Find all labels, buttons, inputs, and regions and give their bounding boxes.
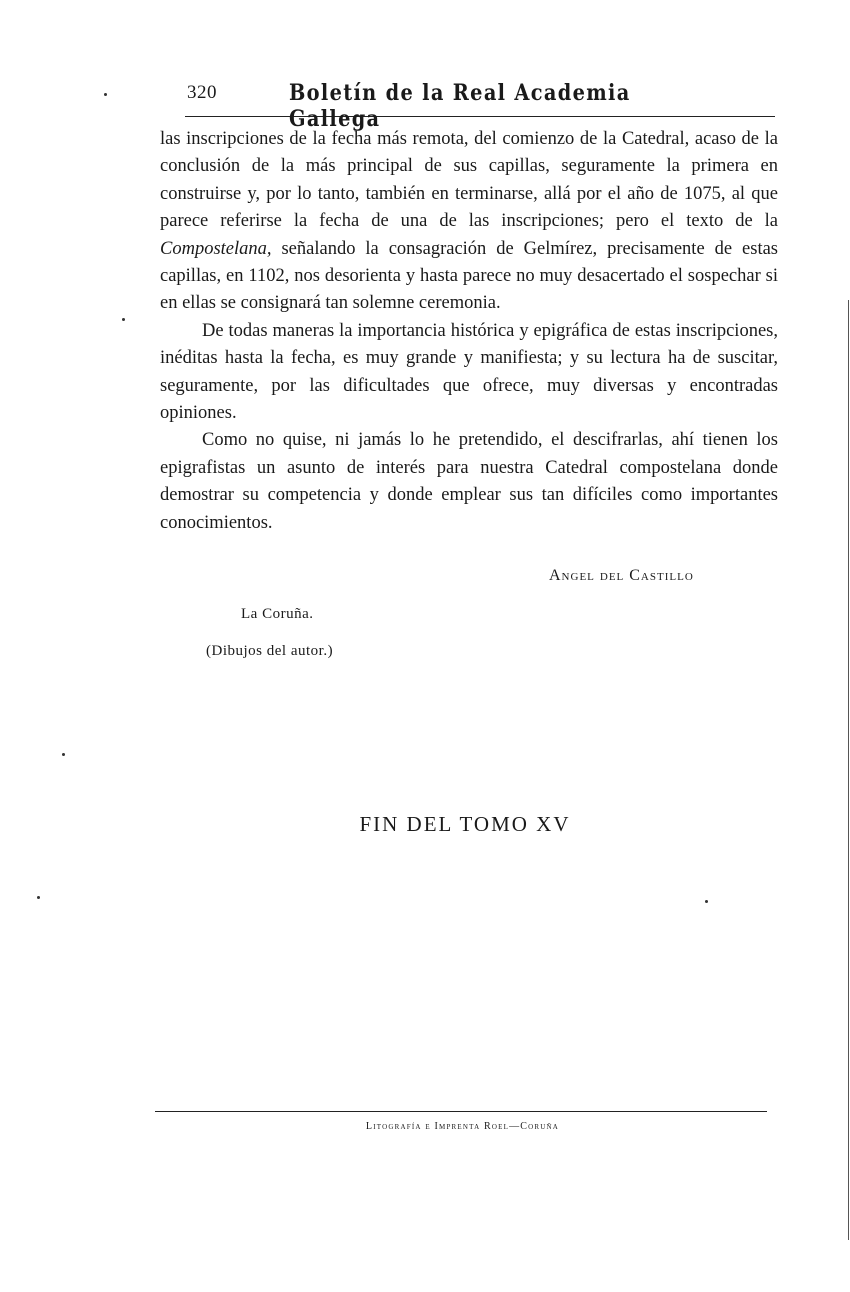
author-signature: Angel del Castillo <box>549 567 694 584</box>
margin-speck <box>62 753 65 756</box>
margin-speck <box>104 93 107 96</box>
footer-rule <box>155 1111 767 1112</box>
volume-end-heading: FIN DEL TOMO XV <box>359 812 571 836</box>
paragraph-2: De todas maneras la importancia histórica y epigráfica de estas inscripciones, inéditas hasta la fecha, es muy grande y manifiesta; y su lectura ha de suscitar, seguramente, por las dificultades que ofrece, muy diversas y encontradas opiniones. <box>160 320 778 424</box>
paragraph-3: Como no quise, ni jamás lo he pretendido, el descifrarlas, ahí tienen los epigrafistas un asunto de interés para nuestra Catedral compostelana donde demostrar su competencia y donde emplear sus tan difíciles como importantes conocimientos. <box>160 430 778 533</box>
margin-speck <box>37 896 40 899</box>
paragraph-1 <box>160 126 778 318</box>
running-header <box>185 76 775 132</box>
drawings-note: (Dibujos del autor.) <box>206 643 334 659</box>
paragraph-1-text-before: las inscripciones de la fecha más remota, del comienzo de la Catedral, acaso de la conclusión de la más principal de sus capillas, seguramente la primera en construirse y, por lo tanto, también en terminarse, allá por el año de 1075, al que parece referirse la fecha de una de las inscripciones; pero el texto de la <box>160 129 778 232</box>
margin-speck <box>705 900 708 903</box>
article-body <box>160 126 778 537</box>
paragraph-1-italic-title: Compostelana, <box>160 238 272 259</box>
printer-imprint: Litografía e Imprenta Roel—Coruña <box>365 1121 560 1132</box>
journal-title: Boletín de la Real Academia Gallega <box>289 80 631 132</box>
page-number: 320 <box>187 82 217 103</box>
margin-speck <box>122 318 125 321</box>
page-edge-line <box>848 300 849 1240</box>
paragraph-1-text-after: señalando la consagración de Gelmírez, precisamente de estas capillas, en 1102, nos desorienta y hasta parece no muy desacertado el sospechar si en ellas se consignará tan solemne ceremonia. <box>160 238 778 314</box>
place-line: La Coruña. <box>241 606 314 622</box>
